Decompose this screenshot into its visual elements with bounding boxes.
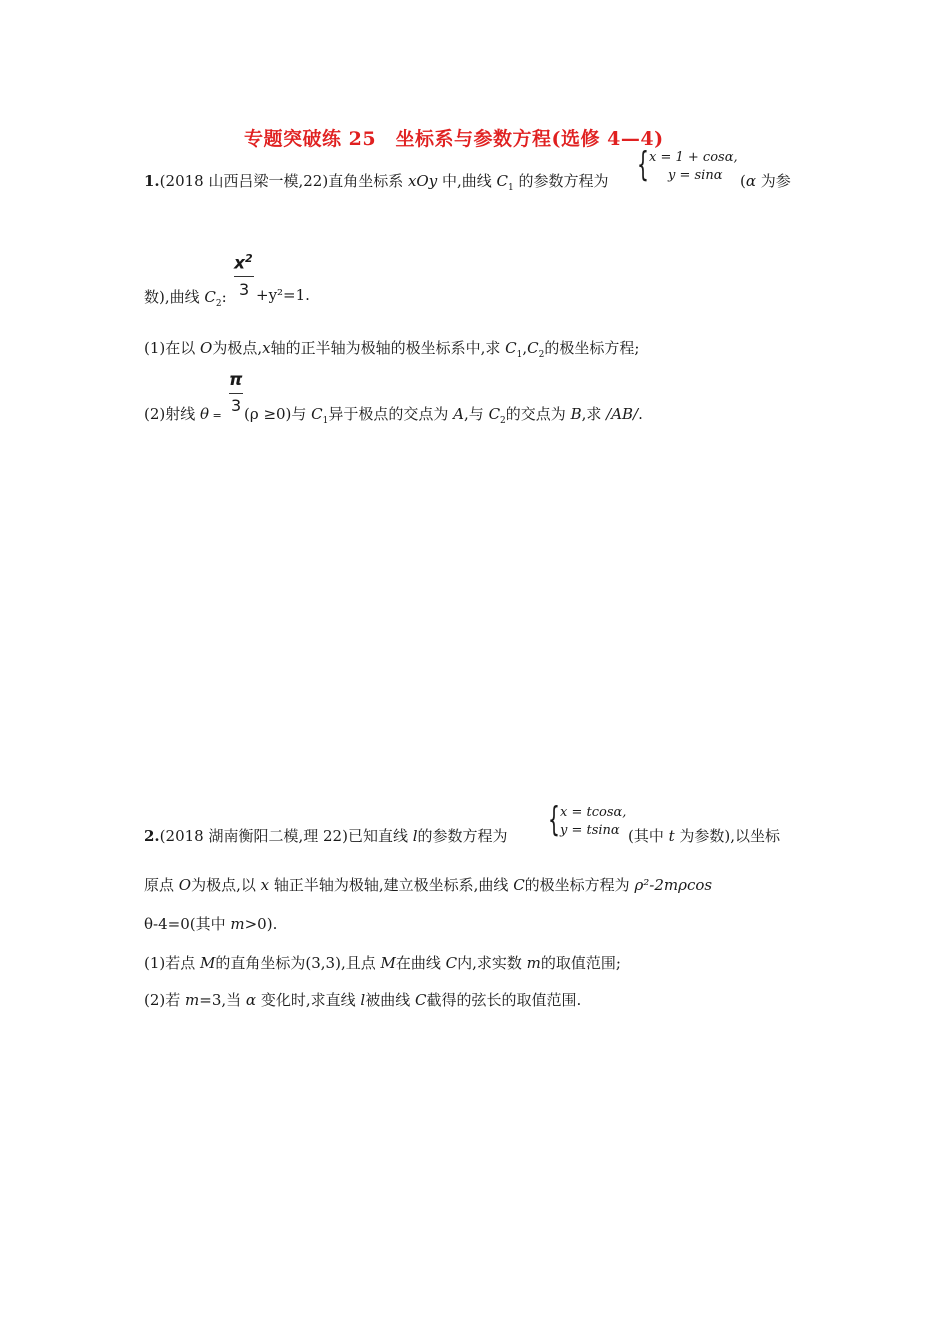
fraction-denominator: 3 bbox=[239, 280, 250, 299]
parametric-eq-1-line1: x = 1 + cosα, bbox=[649, 150, 738, 165]
problem-2-part-2: (2)若 m=3,当 α 变化时,求直线 l被曲线 C截得的弦长的取值范围. bbox=[144, 991, 582, 1009]
fraction-numerator: $x^2$ bbox=[234, 252, 253, 274]
problem-2-stem-line1: 2.(2018 湖南衡阳二模,理 22)已知直线 l的参数方程为 bbox=[144, 827, 508, 845]
xoy-symbol: xOy bbox=[407, 172, 438, 190]
problem-2-stem-line2: 原点 O为极点,以 x 轴正半轴为极轴,建立极坐标系,曲线 C的极坐标方程为 ρ²-2mρcos bbox=[144, 876, 713, 894]
problem-2-source: (2018 湖南衡阳二模,理 22) bbox=[159, 827, 348, 845]
problem-2-part-1: (1)若点 M的直角坐标为(3,3),且点 M在曲线 C内,求实数 m的取值范围; bbox=[144, 954, 621, 972]
problem-1-stem-line2-rest: +y²=1. bbox=[256, 286, 310, 304]
fraction-pi-numerator: π bbox=[229, 370, 243, 390]
problem-1-part-1: (1)在以 O为极点,x轴的正半轴为极轴的极坐标系中,求 $C_1,C_2$的极坐标方程; bbox=[144, 339, 640, 360]
problem-1-source: (2018 山西吕梁一模,22) bbox=[159, 172, 329, 190]
problem-1-part-2-start: (2)射线 θ = bbox=[144, 405, 222, 423]
problem-1-stem-line1: 1.(2018 山西吕梁一模,22)直角坐标系 xOy 中,曲线 $C_1$ 的参数方程为 bbox=[144, 172, 609, 193]
fraction-bar bbox=[234, 276, 254, 277]
problem-2-number: 2. bbox=[144, 827, 160, 845]
problem-1-number: 1. bbox=[144, 172, 160, 190]
problem-1-part-2-rest: (ρ ≥0)与 $C_1$异于极点的交点为 A,与 $C_2$的交点为 B,求 /AB/. bbox=[244, 405, 643, 426]
problem-1-stem-line1-end: (α 为参 bbox=[740, 172, 791, 190]
problem-2-stem-line1-end: (其中 t 为参数),以坐标 bbox=[628, 827, 781, 845]
page-title: 专题突破练 25 坐标系与参数方程(选修 4—4) bbox=[244, 128, 664, 150]
parametric-eq-1-line2: y = sinα bbox=[668, 168, 723, 183]
parametric-eq-2-line2: y = tsinα bbox=[560, 823, 620, 838]
system-brace-2: { bbox=[548, 800, 560, 840]
system-brace: { bbox=[637, 145, 649, 185]
problem-1-stem-line2: 数),曲线 $C_2$: bbox=[144, 288, 227, 309]
fraction-pi-denominator: 3 bbox=[231, 396, 242, 415]
fraction-pi-bar bbox=[229, 393, 243, 394]
parametric-eq-2-line1: x = tcosα, bbox=[560, 805, 627, 820]
problem-2-stem-line3: θ-4=0(其中 m>0). bbox=[144, 915, 278, 933]
